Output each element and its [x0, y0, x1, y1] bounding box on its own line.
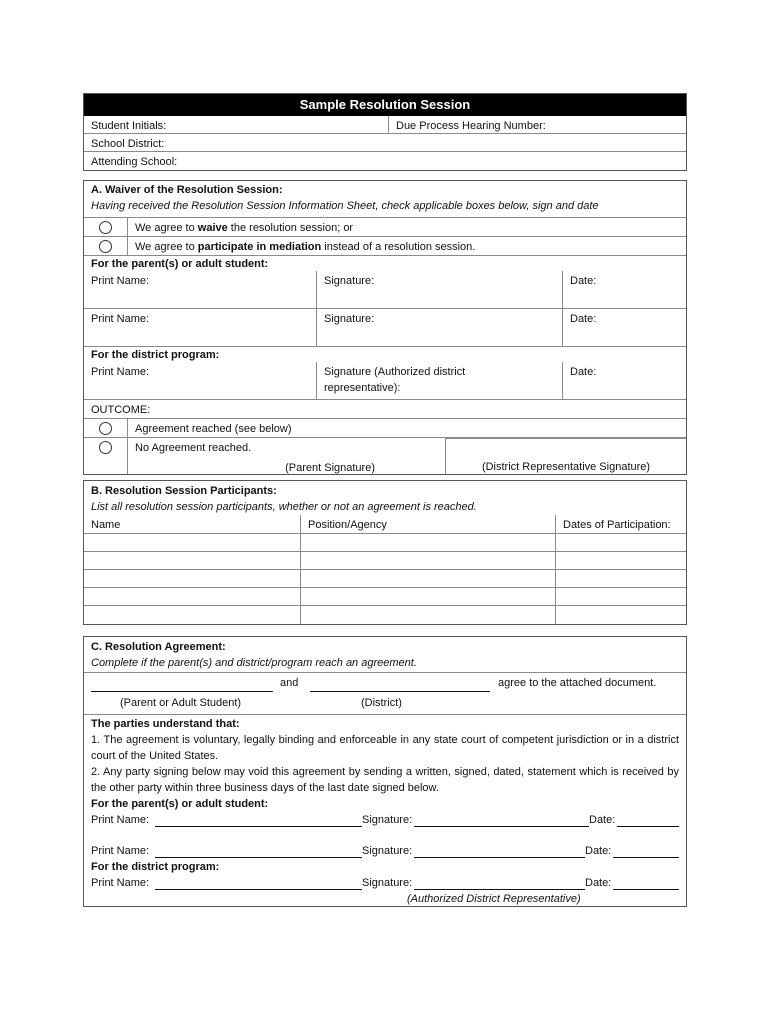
c-parent2-date-field[interactable] — [613, 845, 679, 858]
section-c — [83, 636, 687, 907]
understand-heading: The parties understand that: — [91, 718, 240, 730]
c-parent1-name-field[interactable] — [155, 814, 362, 827]
parent-heading: For the parent(s) or adult student: — [91, 258, 269, 270]
parent2-signature[interactable]: Signature: — [316, 309, 562, 346]
waive-radio[interactable] — [99, 221, 112, 234]
no-agreement-label: No Agreement reached. — [135, 442, 252, 454]
col-dates-header: Dates of Participation: — [555, 515, 686, 533]
c-district-line: Print Name: Signature: Date: — [91, 875, 679, 891]
c-parent2-line: Print Name: Signature: Date: — [91, 843, 679, 859]
district-rep-signature-label[interactable]: (District Representative Signature) — [481, 461, 651, 473]
attending-school-field[interactable]: Attending School: — [91, 156, 178, 168]
section-b — [83, 480, 687, 625]
point-1: 1. The agreement is voluntary, legally binding and enforceable in any state court of competent jurisdiction or in a district court of the United States. — [91, 734, 679, 762]
district-label: (District) — [361, 697, 402, 709]
point-2: 2. Any party signing below may void this agreement by sending a written, signed, dated, statement which is received by the other party within three business days of the last date signed below. — [91, 766, 679, 794]
c-parent2-name-field[interactable] — [155, 845, 362, 858]
header-section — [83, 93, 687, 171]
section-a-heading: A. Waiver of the Resolution Session: — [91, 184, 283, 196]
parent1-print-name[interactable]: Print Name: — [91, 275, 150, 287]
parent2-print-name[interactable]: Print Name: — [91, 313, 150, 325]
col-position-header: Position/Agency — [300, 515, 555, 533]
form-title: Sample Resolution Session — [84, 94, 686, 116]
section-c-heading: C. Resolution Agreement: — [91, 641, 226, 653]
outcome-label: OUTCOME: — [91, 404, 151, 416]
c-district-date-field[interactable] — [613, 877, 679, 890]
section-c-instruction: Complete if the parent(s) and district/program reach an agreement. — [91, 657, 417, 669]
district-heading: For the district program: — [91, 349, 220, 361]
c-parent-heading: For the parent(s) or adult student: — [91, 798, 269, 810]
parent-adult-label: (Parent or Adult Student) — [120, 697, 242, 709]
section-b-heading: B. Resolution Session Participants: — [91, 485, 277, 497]
col-name-header: Name — [91, 519, 121, 531]
c-parent2-signature-field[interactable] — [414, 845, 585, 858]
mediation-radio[interactable] — [99, 240, 112, 253]
c-district-signature-field[interactable] — [414, 877, 585, 890]
parent2-date[interactable]: Date: — [562, 309, 686, 346]
c-parent1-date-field[interactable] — [617, 814, 679, 827]
c-district-name-field[interactable] — [155, 877, 362, 890]
no-agreement-radio[interactable] — [99, 441, 112, 454]
c-district-heading: For the district program: — [91, 861, 220, 873]
parent-signature-label[interactable]: (Parent Signature) — [285, 462, 375, 474]
waive-option-label: We agree to waive the resolution session; or — [135, 222, 354, 234]
c-parent1-signature-field[interactable] — [414, 814, 589, 827]
agreement-reached-label: Agreement reached (see below) — [135, 423, 292, 435]
parent-name-line[interactable] — [91, 679, 273, 692]
section-b-instruction: List all resolution session participants, whether or not an agreement is reached. — [91, 501, 477, 513]
table-row[interactable] — [84, 606, 686, 624]
district-date[interactable]: Date: — [562, 362, 686, 399]
district-name-line[interactable] — [310, 679, 490, 692]
district-signature[interactable]: Signature (Authorized district representative): — [316, 362, 562, 399]
table-row[interactable] — [84, 534, 686, 552]
section-a — [83, 180, 687, 475]
c-parent1-line: Print Name: Signature: Date: — [91, 812, 679, 828]
student-initials-field[interactable]: Student Initials: — [91, 120, 167, 132]
parent1-date[interactable]: Date: — [562, 271, 686, 308]
agree-text: agree to the attached document. — [498, 677, 657, 689]
mediation-option-label: We agree to participate in mediation instead of a resolution session. — [135, 241, 476, 253]
section-a-instruction: Having received the Resolution Session Information Sheet, check applicable boxes below, sign and date — [91, 200, 599, 212]
and-text: and — [280, 677, 299, 689]
parent1-signature[interactable]: Signature: — [316, 271, 562, 308]
table-row[interactable] — [84, 570, 686, 588]
table-row[interactable] — [84, 588, 686, 606]
auth-rep-label: (Authorized District Representative) — [407, 893, 581, 905]
agreement-reached-radio[interactable] — [99, 422, 112, 435]
due-process-field[interactable]: Due Process Hearing Number: — [388, 116, 686, 133]
school-district-field[interactable]: School District: — [91, 138, 165, 150]
district-print-name[interactable]: Print Name: — [91, 366, 150, 378]
table-row[interactable] — [84, 552, 686, 570]
